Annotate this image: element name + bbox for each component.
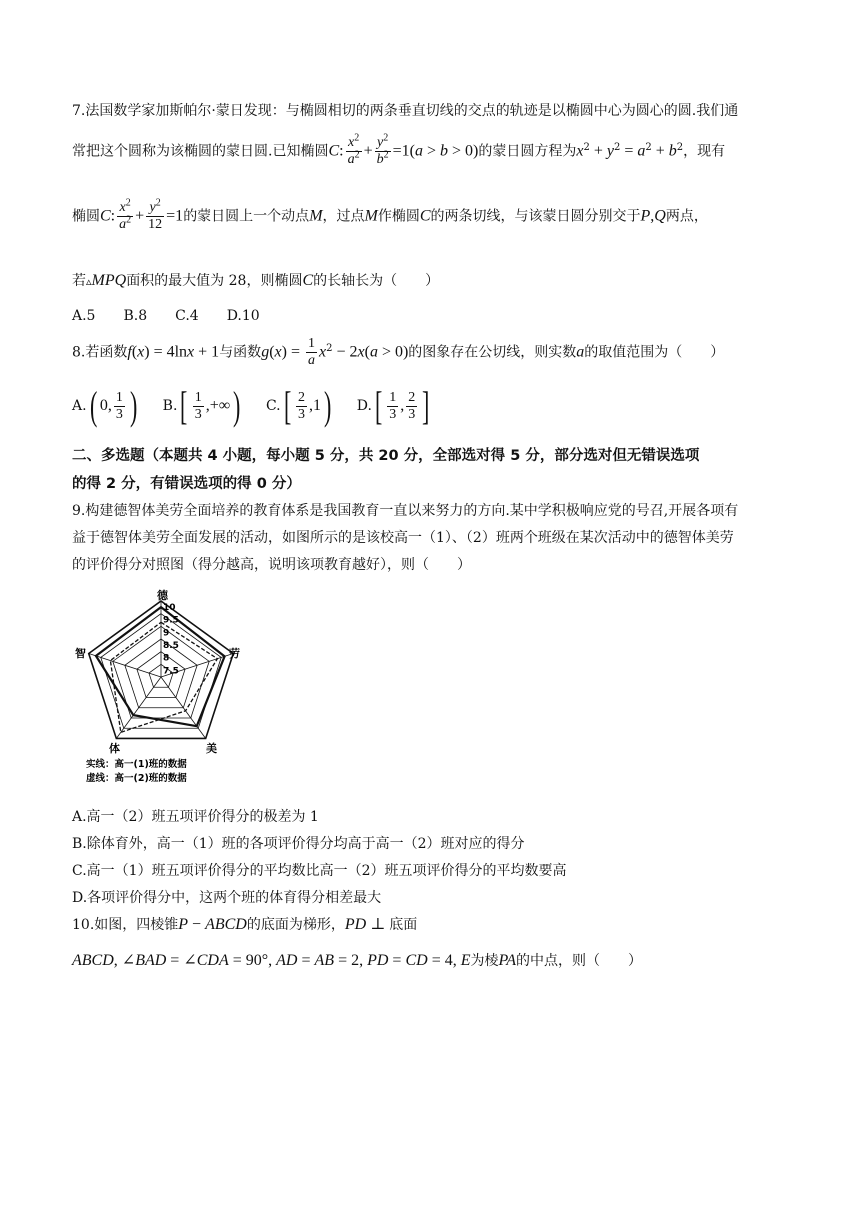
q8-stem: 8.若函数f(x) = 4lnx + 1与函数g(x) = $\frac{1}{a}$ $x^2 - 2x(a > 0)$的图象存在公切线，则实数a的取值范围为（ ） — [72, 336, 725, 368]
q7-option-a: A.5 — [72, 308, 96, 324]
q7-option-d: D.10 — [226, 308, 260, 324]
axis-label-lao: 劳 — [229, 647, 240, 660]
q9-option-c: C.高一（1）班五项评价得分的平均数比高一（2）班五项评价得分的平均数要高 — [72, 863, 567, 879]
radar-tick-label: 9.5 — [163, 615, 179, 626]
math-frac: $\frac{1}{a}$ — [307, 336, 315, 368]
math-frac: $\frac{y^2}{12}$ — [148, 197, 163, 232]
q10-line2: ABCD, ∠BAD = ∠CDA = 90°, AD = AB = 2, PD = CD = 4, E为棱PA的中点，则（ ） — [72, 952, 642, 969]
radar-spoke — [89, 654, 161, 677]
radar-tick-label: 9 — [163, 628, 170, 639]
q8-option-b: B. — [162, 398, 178, 414]
axis-label-mei: 美 — [206, 742, 217, 755]
axis-label-de: 德 — [157, 589, 168, 602]
q9-option-a: A.高一（2）班五项评价得分的极差为 1 — [72, 809, 319, 825]
q8-option-c: C. — [265, 398, 281, 414]
math-frac: $\frac{x^2}{a^2}$ — [119, 197, 132, 232]
q10-line1: 10.如图，四棱锥P − ABCD的底面为梯形，PD ⊥ 底面 — [72, 916, 418, 933]
section-heading: 二、多选题（本题共 4 小题，每小题 5 分，共 20 分，全部选对得 5 分，部分选对但无错误选项 — [72, 448, 700, 464]
axis-label-zhi: 智 — [75, 647, 86, 660]
section-heading-cont: 的得 2 分，有错误选项的得 0 分） — [72, 476, 301, 492]
legend-solid: 实线：高一(1)班的数据 — [86, 759, 187, 770]
q7-line1: 7.法国数学家加斯帕尔·蒙日发现：与椭圆相切的两条垂直切线的交点的轨迹是以椭圆中心为圆心的圆.我们通 — [72, 103, 739, 119]
radar-tick-label: 7.5 — [163, 666, 179, 677]
radar-tick-label: 8.5 — [163, 641, 179, 651]
q9-line1: 9.构建德智体美劳全面培养的教育体系是我国教育一直以来努力的方向.某中学积极响应党的号召,开展各项有 — [72, 503, 739, 519]
math-frac: $\frac{x^2}{a^2}$ — [347, 132, 360, 167]
q8-option-d: D. — [356, 398, 372, 414]
q7-options — [72, 308, 288, 324]
q9-option-b: B.除体育外，高一（1）班的各项评价得分均高于高一（2）班对应的得分 — [72, 836, 525, 852]
q7-line3: 椭圆C: $\frac{x^2}{a^2}$ + $\frac{y^2}{12}$ =1的蒙日圆上一个动点M，过点M作椭圆C的两条切线，与该蒙日圆分别交于P,Q两点， — [72, 197, 708, 232]
radar-figure — [72, 585, 252, 790]
q8-options: A.( 0, $\frac{1}{3}$ ) B.[ $\frac{1}{3}$ ,+∞) C.[ $\frac{2}{3}$ ,1) D.[ $\frac{1}{3}$ , $\frac{2}{3}$ ] — [72, 383, 430, 428]
legend-dashed: 虚线：高一(2)班的数据 — [86, 773, 187, 784]
radar-tick-label: 8 — [163, 653, 170, 664]
q9-line3: 的评价得分对照图（得分越高，说明该项教育越好），则（ ） — [72, 557, 471, 573]
radar-tick-label: 10 — [163, 603, 176, 613]
q7-line4: 若▵MPQ面积的最大值为 28，则椭圆C的长轴长为（ ） — [72, 272, 440, 289]
q8-option-a: A. — [72, 398, 87, 414]
q7-option-c: C.4 — [175, 308, 199, 324]
q9-line2: 益于德智体美劳全面发展的活动，如图所示的是该校高一（1）、（2）班两个班级在某次活动中的德智体美劳 — [72, 530, 734, 546]
class1-solid-series — [96, 607, 225, 726]
q7-line2: 常把这个圆称为该椭圆的蒙日圆.已知椭圆C: $\frac{x^2}{a^2}$ + $\frac{y^2}{b^2}$ =1(a > b > 0)的蒙日圆方程为$x^2 + y^2 = a^2 + b^2$，现有 — [72, 132, 726, 167]
math-frac: $\frac{y^2}{b^2}$ — [376, 132, 389, 167]
q7-option-b: B.8 — [123, 308, 148, 324]
axis-label-ti: 体 — [109, 742, 120, 755]
q9-option-d: D.各项评价得分中，这两个班的体育得分相差最大 — [72, 890, 382, 906]
